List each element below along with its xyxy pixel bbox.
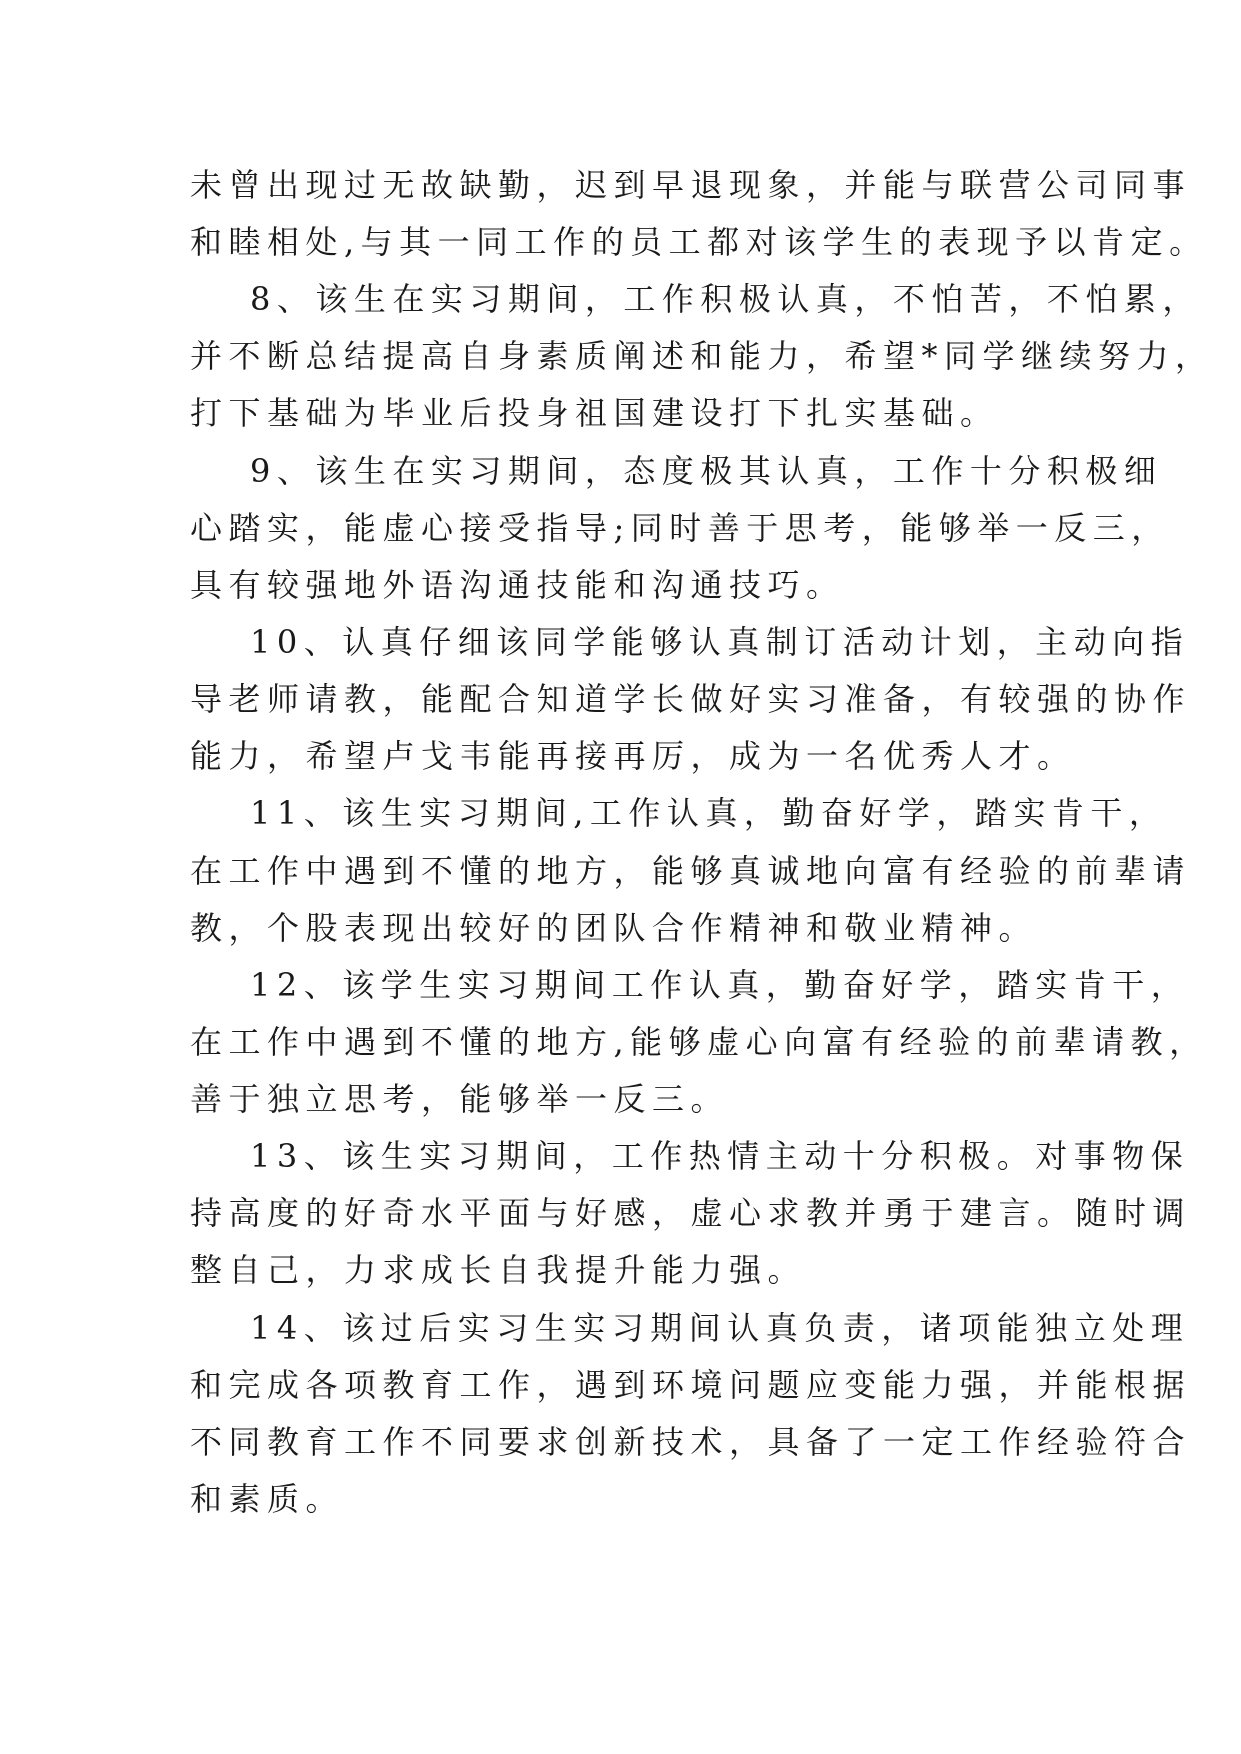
paragraph-0-line-1: 和睦相处,与其一同工作的员工都对该学生的表现予以肯定。 [190,223,1208,261]
paragraph-9-line-0: 9、该生在实习期间，态度极其认真，工作十分积极细 [250,452,1163,490]
paragraph-11-line-2: 教，个股表现出较好的团队合作精神和敬业精神。 [190,909,1038,947]
paragraph-14-line-0: 14、该过后实习生实习期间认真负责，诸项能独立处理 [250,1309,1190,1347]
paragraph-13-line-1: 持高度的好奇水平面与好感，虚心求教并勇于建言。随时调 [190,1194,1192,1232]
paragraph-14-line-1: 和完成各项教育工作，遇到环境问题应变能力强，并能根据 [190,1366,1192,1404]
paragraph-10-line-2: 能力，希望卢戈韦能再接再厉，成为一名优秀人才。 [190,737,1076,775]
paragraph-11-line-1: 在工作中遇到不懂的地方，能够真诚地向富有经验的前辈请 [190,852,1192,890]
paragraph-11-line-0: 11、该生实习期间,工作认真，勤奋好学，踏实肯干， [250,794,1168,832]
paragraph-10-line-0: 10、认真仔细该同学能够认真制订活动计划，主动向指 [250,623,1190,661]
paragraph-13-line-2: 整自己，力求成长自我提升能力强。 [190,1251,807,1289]
paragraph-12-line-1: 在工作中遇到不懂的地方,能够虚心向富有经验的前辈请教， [190,1023,1208,1061]
paragraph-14-line-3: 和素质。 [190,1480,345,1518]
paragraph-8-line-2: 打下基础为毕业后投身祖国建设打下扎实基础。 [190,394,999,432]
paragraph-14-line-2: 不同教育工作不同要求创新技术，具备了一定工作经验符合 [190,1423,1192,1461]
paragraph-10-line-1: 导老师请教，能配合知道学长做好实习准备，有较强的协作 [190,680,1192,718]
paragraph-8-line-1: 并不断总结提高自身素质阐述和能力，希望*同学继续努力， [190,337,1214,375]
paragraph-9-line-2: 具有较强地外语沟通技能和沟通技巧。 [190,566,845,604]
paragraph-13-line-0: 13、该生实习期间，工作热情主动十分积极。对事物保 [250,1137,1190,1175]
paragraph-0-line-0: 未曾出现过无故缺勤，迟到早退现象，并能与联营公司同事 [190,166,1192,204]
paragraph-8-line-0: 8、该生在实习期间，工作积极认真，不怕苦，不怕累， [250,280,1201,318]
paragraph-12-line-0: 12、该学生实习期间工作认真，勤奋好学，踏实肯干， [250,966,1190,1004]
paragraph-9-line-1: 心踏实，能虚心接受指导;同时善于思考，能够举一反三， [190,509,1170,547]
paragraph-12-line-2: 善于独立思考，能够举一反三。 [190,1080,730,1118]
